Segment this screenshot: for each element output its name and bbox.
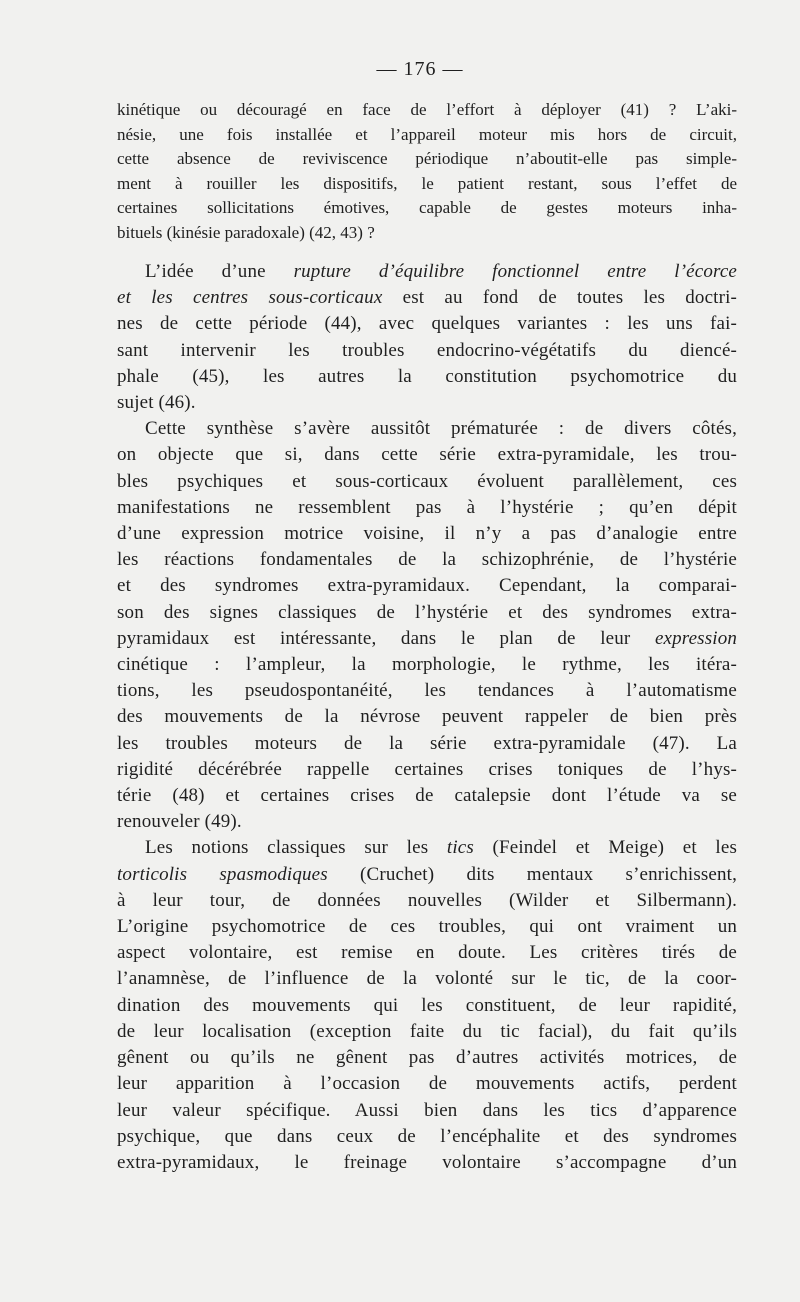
text-line: de leur localisation (exception faite du tic facial), du fait qu’ils	[117, 1020, 737, 1042]
text-line: tions, les pseudospontanéité, les tendances à l’automatisme	[117, 680, 737, 702]
text-line: aspect volontaire, est remise en doute. Les critères tirés de	[117, 942, 737, 964]
text-line: térie (48) et certaines crises de catalepsie dont l’étude va se	[117, 785, 737, 807]
text-line: nes de cette période (44), avec quelques variantes : les uns fai-	[117, 313, 737, 335]
text-run: (Feindel et Meige) et les	[473, 837, 737, 859]
text-line: kinétique ou découragé en face de l’effort à déployer (41) ? L’aki-	[117, 100, 737, 119]
text-line	[117, 285, 737, 311]
text-line: manifestations ne ressemblent pas à l’hystérie ; qu’en dépit	[117, 496, 737, 518]
text-line: bles psychiques et sous-corticaux évoluent parallèlement, ces	[117, 470, 737, 492]
text-line: sujet (46).	[117, 392, 196, 414]
paragraph-gap	[117, 245, 737, 259]
text-line	[117, 259, 737, 285]
italic-phrase: torticolis spasmodiques	[117, 863, 328, 885]
text-line: ment à rouiller les dispositifs, le patient restant, sous l’effet de	[117, 173, 737, 193]
paragraph-2	[117, 259, 737, 1176]
paragraph-1	[117, 98, 737, 245]
text-line: L’origine psychomotrice de ces troubles, qui ont vraiment un	[117, 916, 737, 938]
italic-phrase: et les centres sous-corticaux	[117, 287, 383, 309]
text-line: les réactions fondamentales de la schizophrénie, de l’hystérie	[117, 549, 737, 571]
text-line: certaines sollicitations émotives, capable de gestes moteurs inha-	[117, 198, 737, 217]
text-line: sant intervenir les troubles endocrino-végétatifs du diencé-	[117, 339, 737, 361]
text-line: on objecte que si, dans cette série extra-pyramidale, les trou-	[117, 444, 737, 466]
text-line: leur apparition à l’occasion de mouvements actifs, perdent	[117, 1073, 737, 1095]
text-line: des mouvements de la névrose peuvent rappeler de bien près	[117, 706, 737, 728]
text-run: est au fond de toutes les doctri-	[382, 287, 737, 309]
body-text	[117, 98, 737, 1176]
text-line: renouveler (49).	[117, 811, 242, 833]
text-line: d’une expression motrice voisine, il n’y a pas d’analogie entre	[117, 523, 737, 545]
text-line: phale (45), les autres la constitution psychomotrice du	[117, 365, 737, 387]
text-run: pyramidaux est intéressante, dans le plan de leur	[117, 627, 655, 649]
text-line: Cette synthèse s’avère aussitôt prématurée : de divers côtés,	[145, 418, 737, 440]
text-line: cette absence de reviviscence périodique n’aboutit-elle pas simple-	[117, 149, 737, 168]
text-run: Les notions classiques sur les	[145, 837, 447, 859]
text-line: et des syndromes extra-pyramidaux. Cependant, la comparai-	[117, 575, 737, 597]
text-line: à leur tour, de données nouvelles (Wilder et Silbermann).	[117, 889, 737, 911]
text-line: extra-pyramidaux, le freinage volontaire s’accompagne d’un	[117, 1151, 737, 1173]
text-line: dination des mouvements qui les constituent, de leur rapidité,	[117, 994, 737, 1016]
text-line: rigidité décérébrée rappelle certaines crises toniques de l’hys-	[117, 758, 737, 780]
italic-phrase: tics	[446, 837, 474, 859]
italic-phrase: rupture d’équilibre fonctionnel entre l’écorce	[293, 261, 737, 282]
text-line: bituels (kinésie paradoxale) (42, 43) ?	[117, 222, 375, 242]
text-line	[117, 626, 737, 652]
text-line: les troubles moteurs de la série extra-pyramidale (47). La	[117, 732, 737, 754]
text-line: leur valeur spécifique. Aussi bien dans les tics d’apparence	[117, 1099, 737, 1121]
text-line: son des signes classiques de l’hystérie et des syndromes extra-	[117, 601, 737, 623]
italic-phrase: expression	[654, 627, 737, 649]
text-line: l’anamnèse, de l’influence de la volonté sur le tic, de la coor-	[117, 968, 737, 990]
text-line: psychique, que dans ceux de l’encéphalite et des syndromes	[117, 1125, 737, 1147]
text-line: nésie, une fois installée et l’appareil moteur mis hors de circuit,	[117, 124, 737, 144]
text-line: gênent ou qu’ils ne gênent pas d’autres activités motrices, de	[117, 1047, 737, 1069]
text-run: (Cruchet) dits mentaux s’enrichissent,	[327, 863, 737, 885]
text-run: L’idée d’une	[145, 261, 294, 282]
text-line	[117, 862, 737, 888]
text-line: cinétique : l’ampleur, la morphologie, le rythme, les itéra-	[117, 654, 737, 676]
page-number: — 176 —	[376, 58, 464, 80]
text-line	[117, 835, 737, 861]
